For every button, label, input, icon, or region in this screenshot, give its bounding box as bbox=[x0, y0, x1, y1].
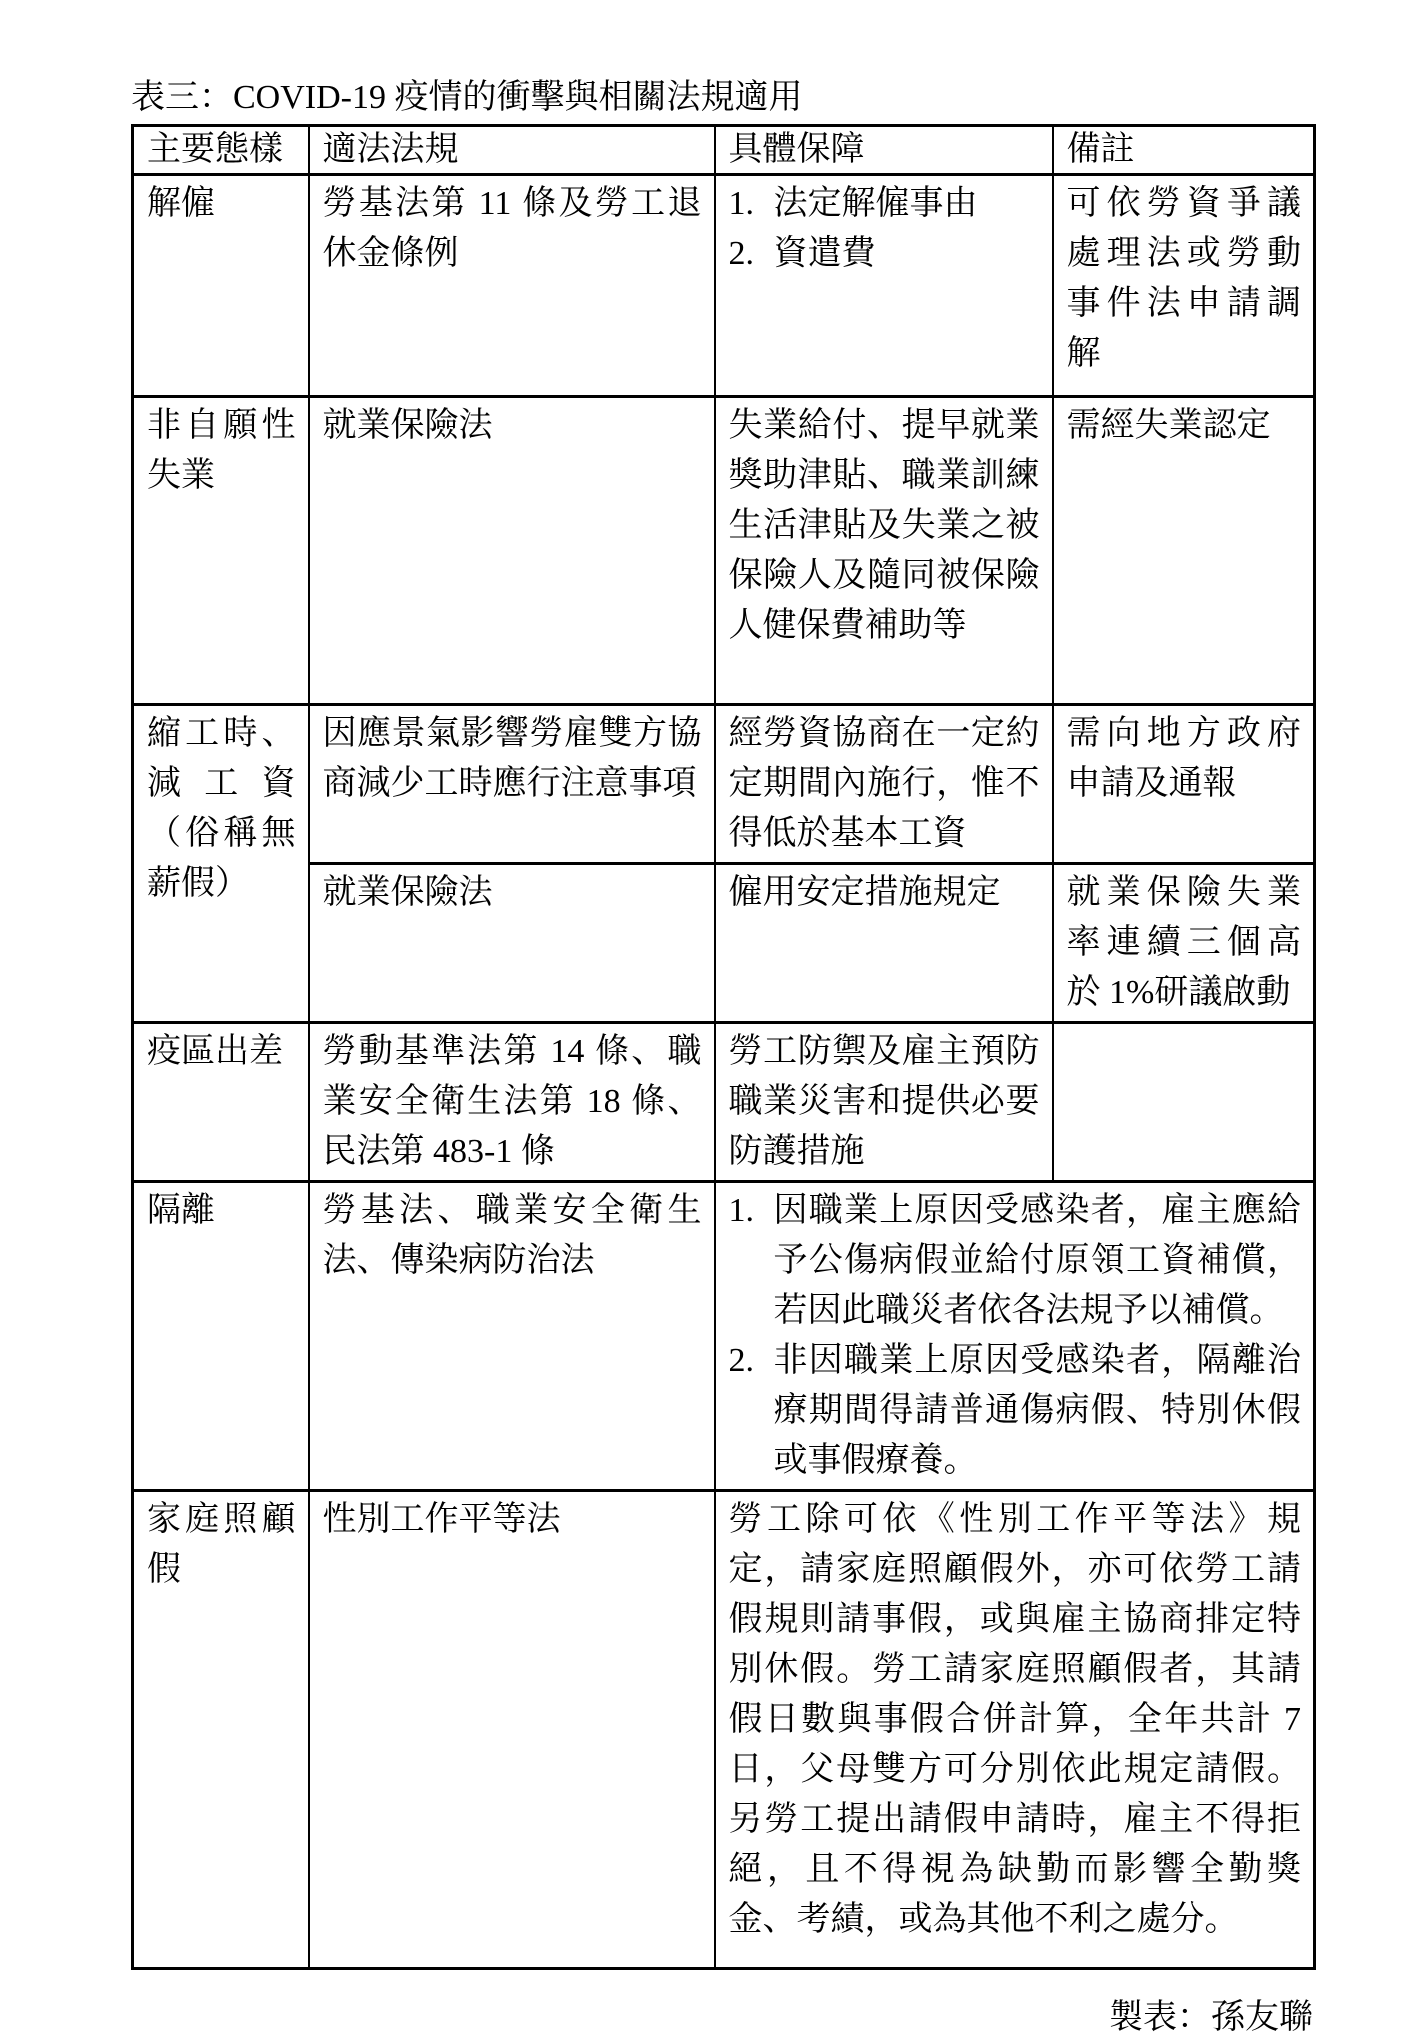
list-number: 1. bbox=[728, 185, 754, 222]
table-author: 製表：孫友聯 bbox=[1109, 1999, 1313, 2036]
table-row-reduced-hours-a bbox=[133, 705, 1315, 864]
list-item bbox=[729, 179, 1040, 229]
list-item bbox=[729, 1186, 1302, 1336]
table-row-dismissal bbox=[133, 175, 1315, 397]
list-number: 2. bbox=[728, 1342, 754, 1379]
table-row-quarantine bbox=[133, 1182, 1315, 1491]
list-item bbox=[729, 229, 1040, 279]
cell-law-family-care-leave: 性別工作平等法 bbox=[309, 1491, 715, 1969]
cell-category-dismissal: 解僱 bbox=[133, 175, 309, 397]
cell-category-reduced-hours: 縮工時、減工資（俗稱無薪假） bbox=[133, 705, 309, 1023]
table-header-row bbox=[133, 126, 1315, 175]
table-row-involuntary-unemployment bbox=[133, 397, 1315, 705]
cell-law-dismissal: 勞基法第 11 條及勞工退休金條例 bbox=[309, 175, 715, 397]
cell-law-quarantine: 勞基法、職業安全衛生法、傳染病防治法 bbox=[309, 1182, 715, 1491]
cell-law-involuntary-unemployment: 就業保險法 bbox=[309, 397, 715, 705]
header-main-category: 主要態樣 bbox=[133, 126, 309, 175]
cell-protection-family-care-leave: 勞工除可依《性別工作平等法》規定，請家庭照顧假外，亦可依勞工請假規則請事假，或與雇主協商排定特別休假。勞工請家庭照顧假者，其請假日數與事假合併計算，全年共計 7 日，父母雙方可分別依此規定請假。另勞工提出請假申請時，雇主不得拒絕，且不得視為缺勤而影響全勤獎金、考績，或為其他不利之處分。 bbox=[715, 1491, 1315, 1969]
cell-protection-reduced-hours-b: 僱用安定措施規定 bbox=[715, 864, 1053, 1023]
covid-regulations-table bbox=[131, 124, 1316, 1970]
cell-category-involuntary-unemployment: 非自願性失業 bbox=[133, 397, 309, 705]
cell-note-reduced-hours-a: 需向地方政府申請及通報 bbox=[1053, 705, 1315, 864]
cell-category-epidemic-area-trip: 疫區出差 bbox=[133, 1023, 309, 1182]
cell-law-reduced-hours-a: 因應景氣影響勞雇雙方協商減少工時應行注意事項 bbox=[309, 705, 715, 864]
table-caption: 表三：COVID-19 疫情的衝擊與相關法規適用 bbox=[131, 79, 803, 116]
cell-note-involuntary-unemployment: 需經失業認定 bbox=[1053, 397, 1315, 705]
list-text: 資遣費 bbox=[773, 235, 876, 272]
cell-protection-reduced-hours-a: 經勞資協商在一定約定期間內施行，惟不得低於基本工資 bbox=[715, 705, 1053, 864]
cell-category-family-care-leave: 家庭照顧假 bbox=[133, 1491, 309, 1969]
cell-note-epidemic-area-trip bbox=[1053, 1023, 1315, 1182]
cell-protection-quarantine bbox=[715, 1182, 1315, 1491]
list-text: 因職業上原因受感染者，雇主應給予公傷病假並給付原領工資補償，若因此職災者依各法規予以補償。 bbox=[773, 1192, 1301, 1329]
cell-law-epidemic-area-trip: 勞動基準法第 14 條、職業安全衛生法第 18 條、民法第 483-1 條 bbox=[309, 1023, 715, 1182]
cell-note-dismissal: 可依勞資爭議處理法或勞動事件法申請調解 bbox=[1053, 175, 1315, 397]
list-number: 1. bbox=[728, 1192, 754, 1229]
cell-protection-dismissal bbox=[715, 175, 1053, 397]
list-number: 2. bbox=[728, 235, 754, 272]
header-applicable-law: 適法法規 bbox=[309, 126, 715, 175]
table-row-family-care-leave bbox=[133, 1491, 1315, 1969]
list-text: 非因職業上原因受感染者，隔離治療期間得請普通傷病假、特別休假或事假療養。 bbox=[773, 1342, 1301, 1479]
header-concrete-protection: 具體保障 bbox=[715, 126, 1053, 175]
cell-protection-epidemic-area-trip: 勞工防禦及雇主預防職業災害和提供必要防護措施 bbox=[715, 1023, 1053, 1182]
cell-note-reduced-hours-b: 就業保險失業率連續三個高於 1%研議啟動 bbox=[1053, 864, 1315, 1023]
header-remarks: 備註 bbox=[1053, 126, 1315, 175]
list-item bbox=[729, 1336, 1302, 1486]
list-text: 法定解僱事由 bbox=[773, 185, 978, 222]
cell-category-quarantine: 隔離 bbox=[133, 1182, 309, 1491]
cell-law-reduced-hours-b: 就業保險法 bbox=[309, 864, 715, 1023]
table-row-epidemic-area-trip bbox=[133, 1023, 1315, 1182]
cell-protection-involuntary-unemployment: 失業給付、提早就業獎助津貼、職業訓練生活津貼及失業之被保險人及隨同被保險人健保費補助等 bbox=[715, 397, 1053, 705]
table-row-reduced-hours-b bbox=[133, 864, 1315, 1023]
